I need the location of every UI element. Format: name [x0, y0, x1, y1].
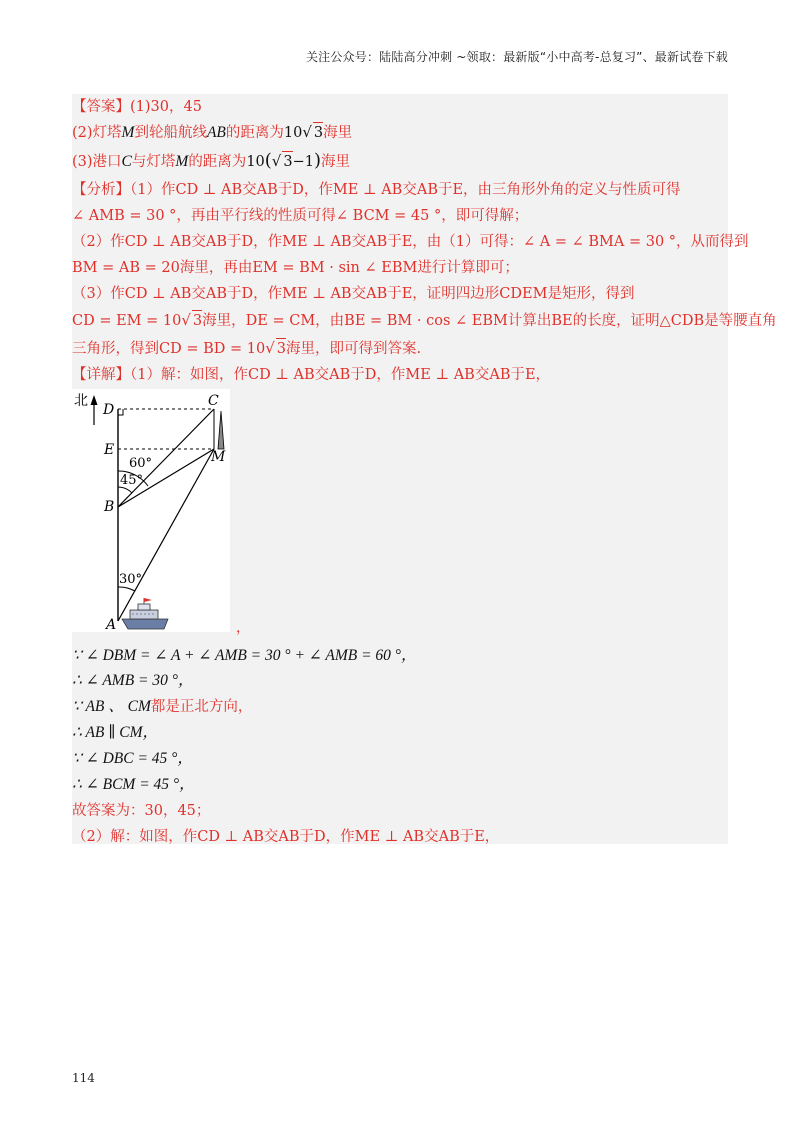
label-north: 北: [74, 393, 88, 409]
label-M: M: [211, 449, 226, 465]
analysis-line-1: 【分析】（1）作CD ⊥ AB交AB于D，作ME ⊥ AB交AB于E，由三角形外角的定义与性质可得: [72, 182, 681, 198]
north-arrow-head: [91, 395, 98, 405]
page-number: 114: [72, 1071, 95, 1085]
analysis-line-6: CD = EM = 10√ 3海里，DE = CM，由BE = BM · cos ∠ EBM计算出BE的长度，证明△CDB是等腰直角: [72, 311, 777, 329]
analysis-line-4: BM = AB = 20海里，再由EM = BM · sin ∠ EBM进行计算即可；: [72, 260, 519, 276]
detail-step-8: （2）解：如图，作CD ⊥ AB交AB于D，作ME ⊥ AB交AB于E，: [72, 829, 500, 845]
analysis-line-7: 三角形，得到CD = BD = 10√ 3海里，即可得到答案.: [72, 339, 422, 357]
arc-30: [118, 587, 135, 591]
detail-step-2: ∴ ∠ AMB = 30 °，: [72, 672, 194, 689]
analysis-line-2: ∠ AMB = 30 °，再由平行线的性质可得∠ BCM = 45 °，即可得解；: [72, 208, 529, 224]
right-angle-D: [118, 409, 123, 415]
detail-line-1: 【详解】（1）解：如图，作CD ⊥ AB交AB于D，作ME ⊥ AB交AB于E，: [72, 367, 551, 383]
label-angle-30: 30°: [119, 572, 143, 587]
page-header: 关注公众号：陆陆高分冲刺 ~领取：最新版“小中高考-总复习”、最新试卷下载: [305, 50, 728, 64]
detail-step-4: ∴ AB ∥ CM，: [72, 724, 159, 741]
detail-step-1: ∵ ∠ DBM = ∠ A + ∠ AMB = 30 ° + ∠ AMB = 60 °，: [72, 647, 417, 664]
answer-line-2: (2)灯塔M到轮船航线AB的距离为10√ 3海里: [72, 123, 353, 141]
geometry-figure: [72, 389, 230, 632]
label-C: C: [208, 393, 219, 409]
label-B: B: [104, 499, 115, 515]
answer-line-3: (3)港口C与灯塔M的距离为10(√ 3−1)海里: [72, 150, 350, 171]
label-D: D: [103, 402, 115, 418]
label-A: A: [106, 617, 117, 632]
label-E: E: [104, 442, 115, 458]
answer-line-1: 【答案】(1)30，45: [72, 99, 202, 115]
label-angle-60: 60°: [129, 456, 153, 471]
figure-comma: ，: [236, 620, 250, 636]
analysis-line-5: （3）作CD ⊥ AB交AB于D，作ME ⊥ AB交AB于E，证明四边形CDEM是矩形，得到: [72, 286, 635, 302]
lighthouse-icon: [218, 411, 224, 449]
label-angle-45: 45°: [120, 473, 144, 488]
detail-step-7: 故答案为：30，45；: [72, 803, 211, 819]
detail-step-6: ∴ ∠ BCM = 45 °，: [72, 776, 195, 793]
detail-step-3: ∵ AB 、 CM都是正北方向，: [72, 698, 253, 715]
detail-step-5: ∵ ∠ DBC = 45 °，: [72, 750, 193, 767]
analysis-line-3: （2）作CD ⊥ AB交AB于D，作ME ⊥ AB交AB于E，由（1）可得：∠ A = ∠ BMA = 30 °，从而得到: [72, 234, 749, 250]
figure-svg: [72, 389, 230, 632]
